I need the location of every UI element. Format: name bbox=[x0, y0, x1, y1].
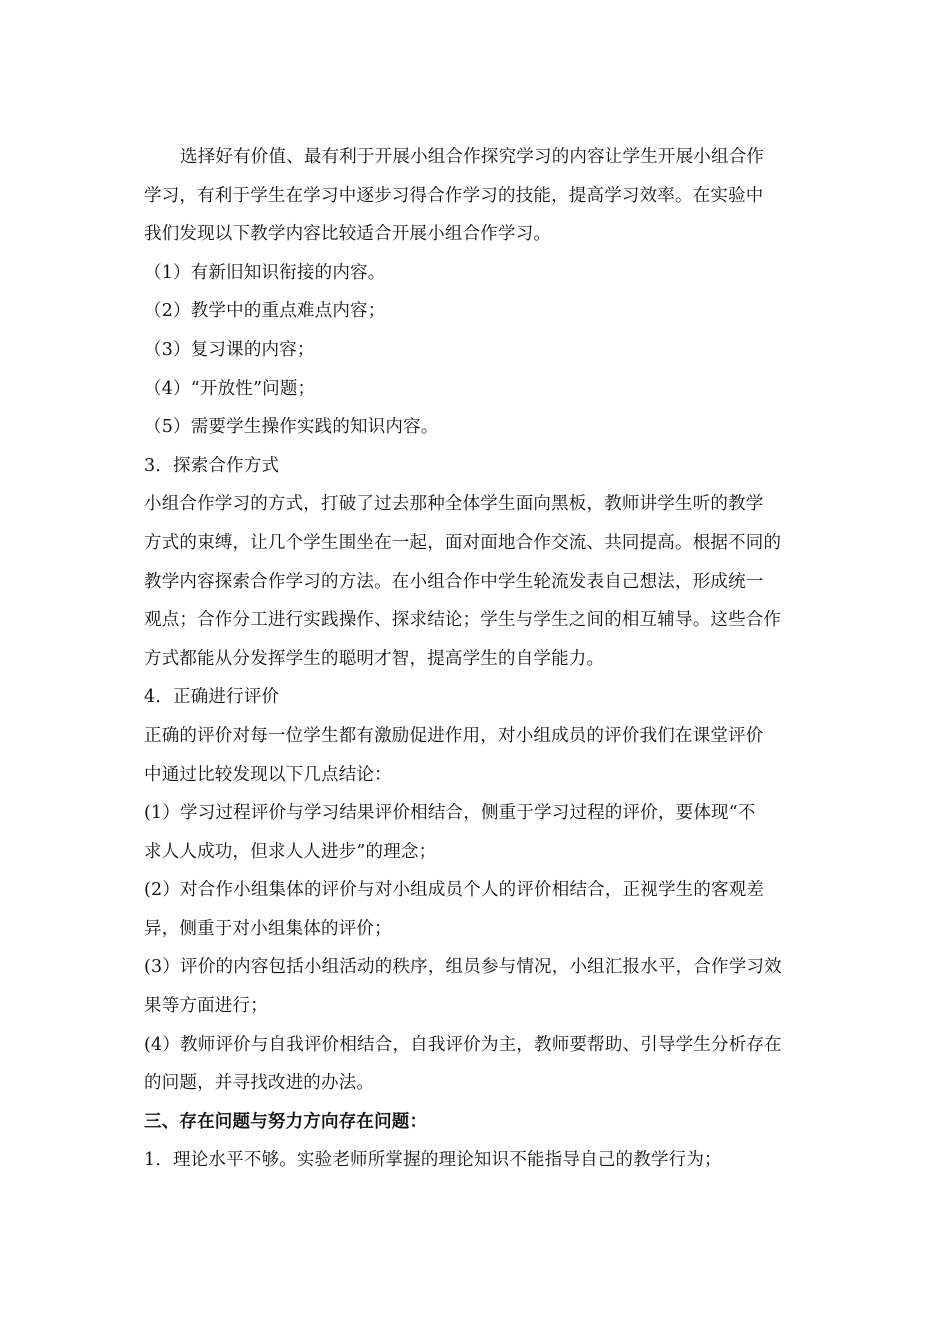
paragraph-line: 方式都能从分发挥学生的聪明才智，提高学生的自学能力。 bbox=[144, 648, 605, 669]
list-item: （1）有新旧知识衔接的内容。 bbox=[144, 262, 386, 283]
list-item: （5）需要学生操作实践的知识内容。 bbox=[144, 417, 439, 438]
section-heading: 4．正确进行评价 bbox=[144, 687, 280, 708]
list-item: （3）复习课的内容； bbox=[144, 339, 315, 360]
list-item: (1）学习过程评价与学习结果评价相结合，侧重于学习过程的评价，要体现“不 bbox=[144, 803, 756, 824]
section-heading: 3．探索合作方式 bbox=[144, 455, 280, 476]
paragraph-line: 小组合作学习的方式，打破了过去那种全体学生面向黑板，教师讲学生听的教学 bbox=[144, 494, 764, 515]
list-item: (2）对合作小组集体的评价与对小组成员个人的评价相结合，正视学生的客观差 bbox=[144, 880, 765, 901]
list-item: 的问题，并寻找改进的办法。 bbox=[144, 1073, 375, 1094]
paragraph-line: 正确的评价对每一位学生都有激励促进作用，对小组成员的评价我们在课堂评价 bbox=[144, 725, 764, 746]
list-item: 异，侧重于对小组集体的评价； bbox=[144, 918, 392, 939]
paragraph-line: 观点；合作分工进行实践操作、探求结论；学生与学生之间的相互辅导。这些合作 bbox=[144, 610, 782, 631]
paragraph-line: 中通过比较发现以下几点结论： bbox=[144, 764, 392, 785]
chapter-heading: 三、存在问题与努力方向存在问题： bbox=[144, 1111, 428, 1132]
list-item: （2）教学中的重点难点内容； bbox=[144, 301, 386, 322]
list-item: 1．理论水平不够。实验老师所掌握的理论知识不能指导自己的教学行为； bbox=[144, 1150, 722, 1171]
paragraph-line: 我们发现以下教学内容比较适合开展小组合作学习。 bbox=[144, 224, 552, 245]
paragraph-line: 方式的束缚，让几个学生围坐在一起，面对面地合作交流、共同提高。根据不同的 bbox=[144, 532, 782, 553]
list-item: （4）“开放性”问题； bbox=[144, 378, 316, 399]
document-body bbox=[144, 138, 810, 1180]
list-item: 求人人成功，但求人人进步”的理念； bbox=[144, 841, 437, 862]
list-item: 果等方面进行； bbox=[144, 996, 268, 1017]
paragraph-line: 学习，有利于学生在学习中逐步习得合作学习的技能，提高学习效率。在实验中 bbox=[144, 185, 764, 206]
list-item: (3）评价的内容包括小组活动的秩序，组员参与情况，小组汇报水平，合作学习效 bbox=[144, 957, 782, 978]
list-item: (4）教师评价与自我评价相结合，自我评价为主，教师要帮助、引导学生分析存在 bbox=[144, 1034, 782, 1055]
paragraph-line: 选择好有价值、最有利于开展小组合作探究学习的内容让学生开展小组合作 bbox=[180, 147, 765, 167]
paragraph-line: 教学内容探索合作学习的方法。在小组合作中学生轮流发表自己想法，形成统一 bbox=[144, 571, 764, 592]
